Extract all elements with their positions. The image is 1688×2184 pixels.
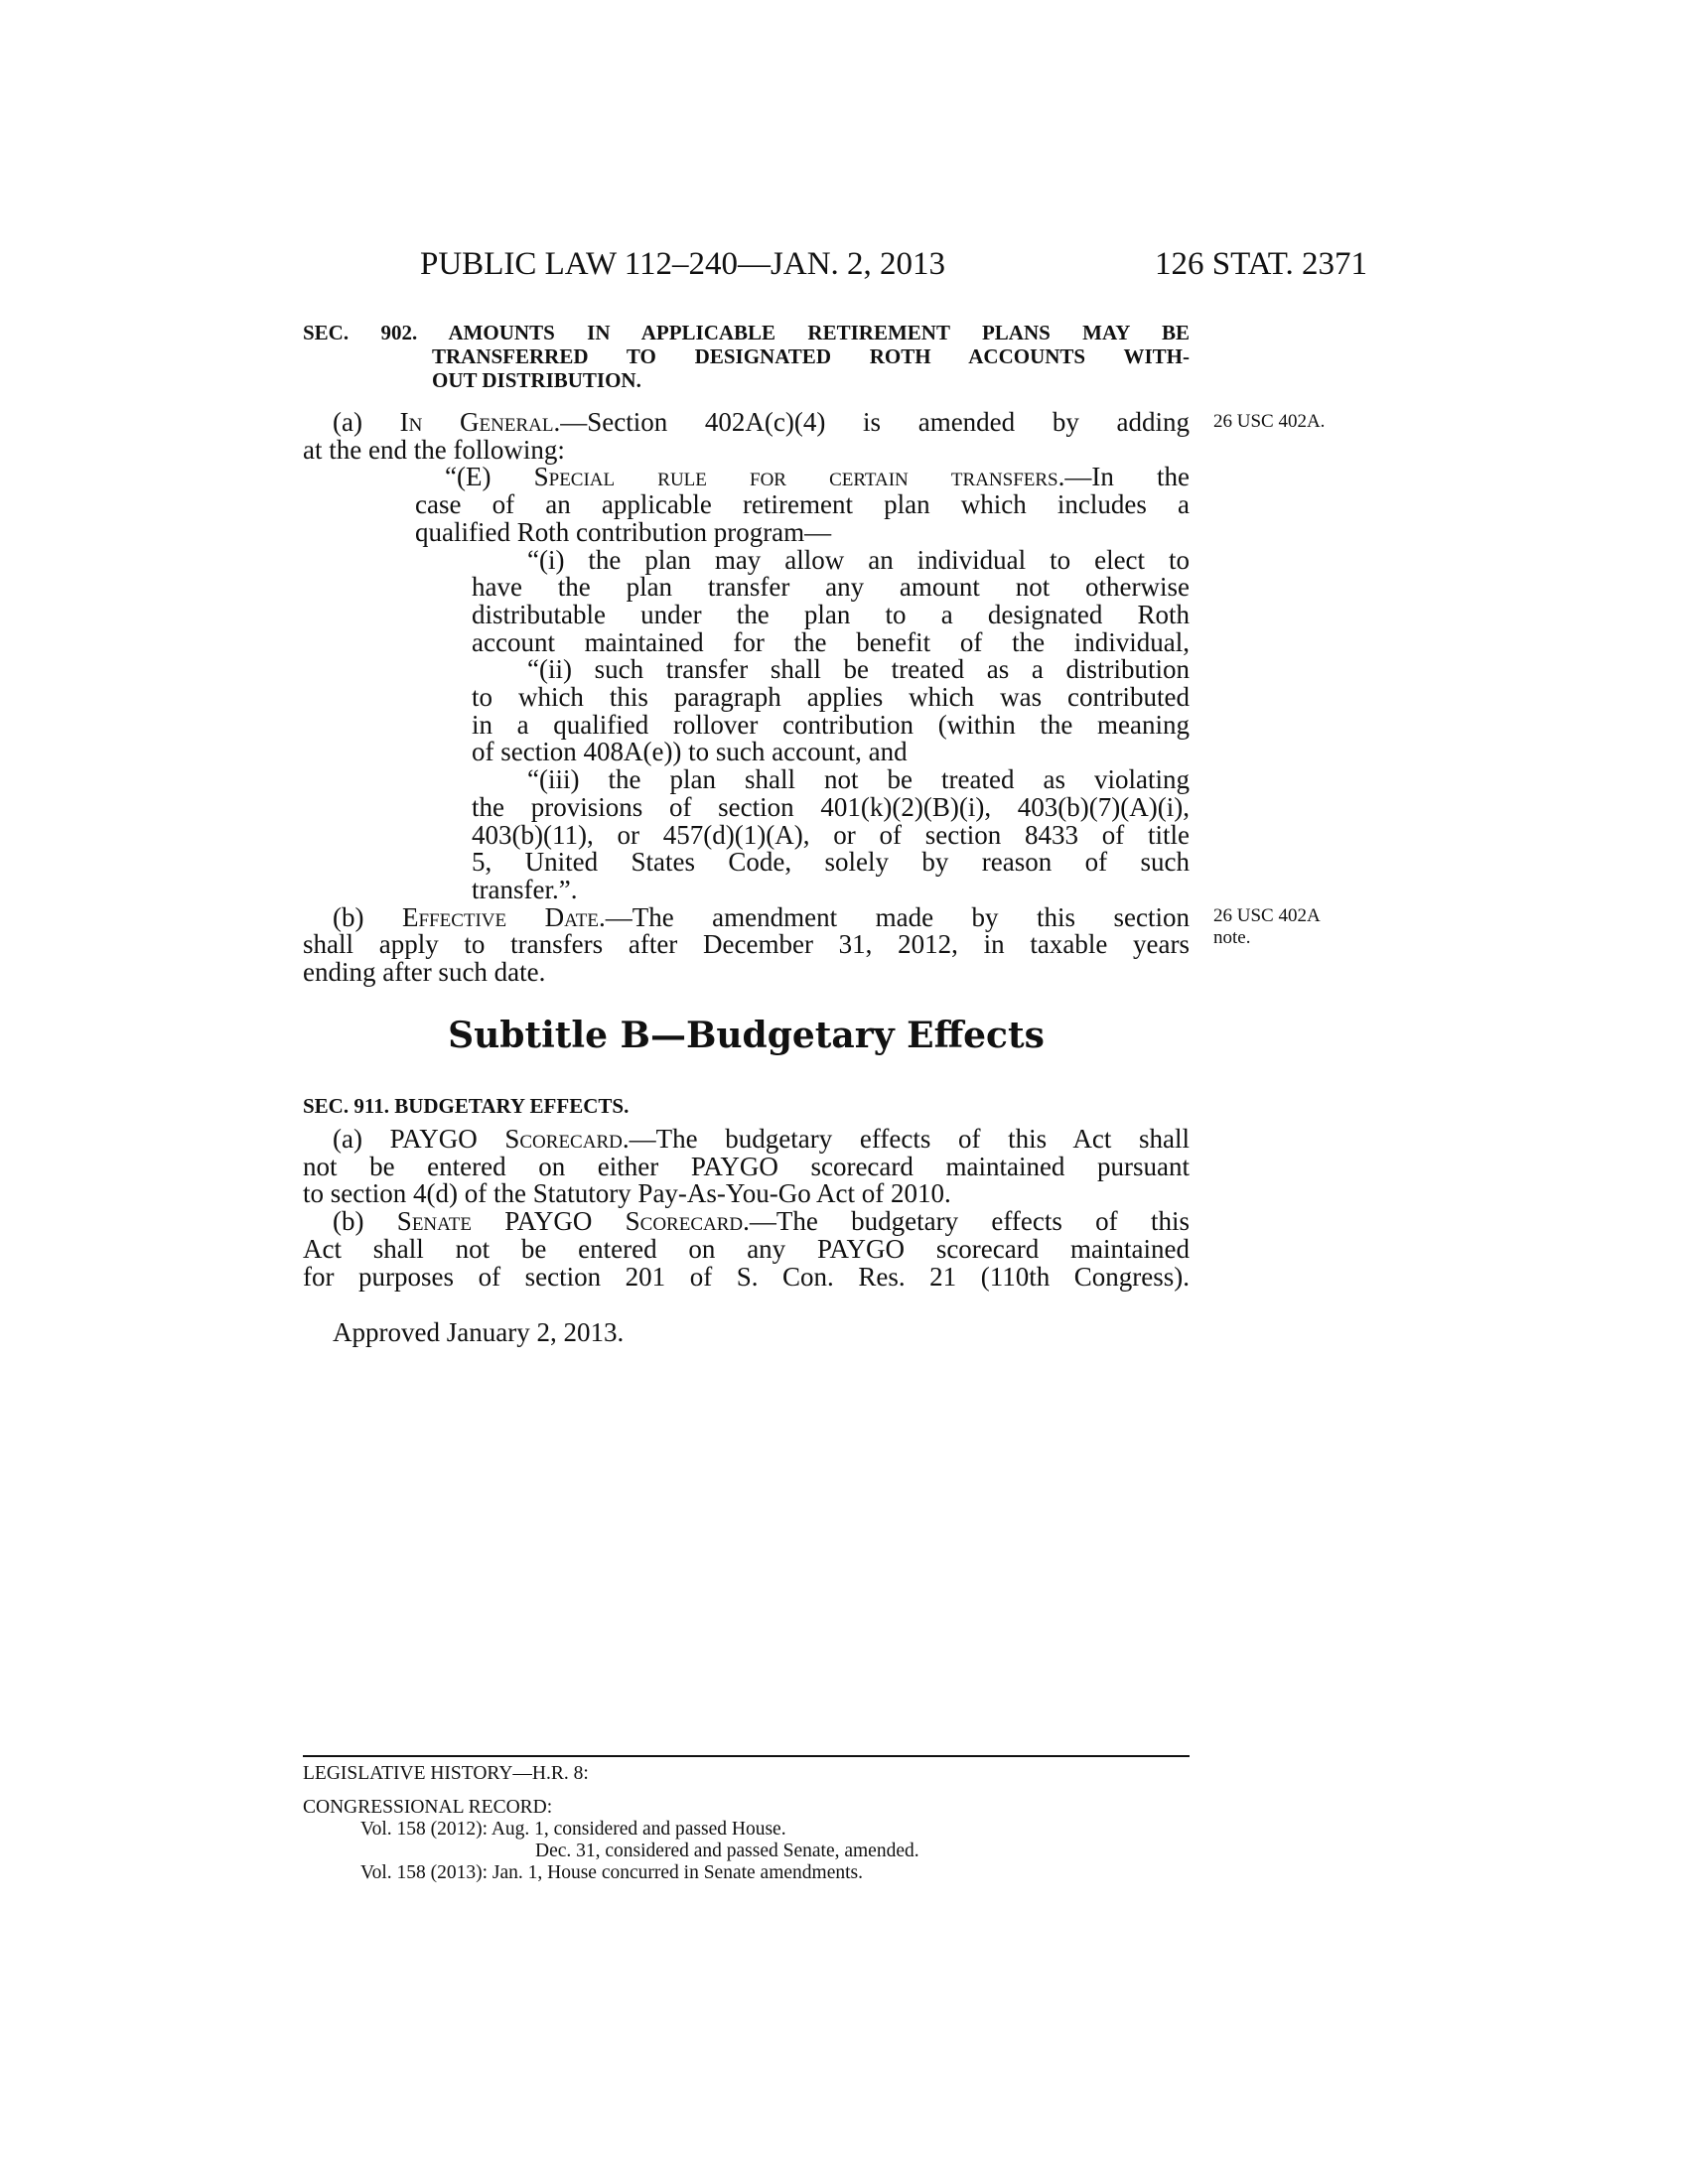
paragraph-e-line: qualified Roth contribution program— [415,516,832,547]
subsection-a-line: (a) In General.—Section 402A(c)(4) is amended by adding [333,407,1190,437]
sec-902-heading-line: SEC. 902. AMOUNTS IN APPLICABLE RETIREMENT PLANS MAY BE [303,321,1190,344]
legislative-history-heading: LEGISLATIVE HISTORY—H.R. 8: [303,1763,589,1784]
clause-i-line: “(i) the plan may allow an individual to elect to [527,544,1190,575]
subsection-b-caption: Effective Date [401,901,599,932]
sec-911-b-line: (b) Senate PAYGO Scorecard.—The budgetary effects of this [333,1206,1190,1237]
sec-911-a-line: (a) PAYGO Scorecard.—The budgetary effects of this Act shall [333,1124,1190,1154]
paragraph-e-line: case of an applicable retirement plan which includes a [415,489,1190,520]
clause-ii-line: “(ii) such transfer shall be treated as a distribution [527,654,1190,685]
history-entry: Vol. 158 (2012): Aug. 1, considered and passed House. [360,1819,786,1840]
sec-911-body [303,1126,1190,1291]
clauses [303,544,1190,904]
clause-i-line: account maintained for the benefit of the individual, [472,626,1190,657]
history-entry: Vol. 158 (2013): Jan. 1, House concurred in Senate amendments. [360,1862,863,1883]
paragraph-e-line: “(E) Special rule for certain transfers.—In the [445,462,1190,492]
clause-i-line: distributable under the plan to a designated Roth [472,599,1190,629]
clause-ii-line: in a qualified rollover contribution (within the meaning [472,709,1190,740]
sec-911-a-line: to section 4(d) of the Statutory Pay-As-You-Go Act of 2010. [303,1178,951,1209]
sec-911-a-line: not be entered on either PAYGO scorecard maintained pursuant [303,1151,1190,1181]
sec-911-b-line: for purposes of section 201 of S. Con. Res. 21 (110th Congress). [303,1261,1190,1292]
sec-902-heading [303,321,1190,392]
clause-i-line: have the plan transfer any amount not otherwise [472,572,1190,603]
subsection-b-line: ending after such date. [303,957,546,988]
history-entry: Dec. 31, considered and passed Senate, amended. [535,1841,919,1861]
sec-911-heading: SEC. 911. BUDGETARY EFFECTS. [303,1094,630,1118]
approval-date: Approved January 2, 2013. [333,1317,625,1347]
sec-902-body [303,409,1190,987]
margin-note-usc-note: 26 USC 402A note. [1213,905,1321,948]
clause-iii-line: 403(b)(11), or 457(d)(1)(A), or of section 8433 of title [472,819,1190,850]
sec-911-b-line: Act shall not be entered on any PAYGO scorecard maintained [303,1233,1190,1264]
clause-ii-line: of section 408A(e)) to such account, and [472,737,908,767]
clause-iii-line: the provisions of section 401(k)(2)(B)(i), 403(b)(7)(A)(i), [472,791,1190,822]
subsection-a-caption: In General [399,407,554,437]
clause-iii-line: 5, United States Code, solely by reason of such [472,847,1190,878]
sec-902-heading-line: TRANSFERRED TO DESIGNATED ROTH ACCOUNTS WITH- [432,344,1190,368]
running-title: PUBLIC LAW 112–240—JAN. 2, 2013 [420,246,946,282]
footnote-divider [303,1755,1190,1757]
margin-note-usc: 26 USC 402A. [1213,411,1326,432]
congressional-record-heading: CONGRESSIONAL RECORD: [303,1797,553,1818]
clause-ii-line: to which this paragraph applies which was contributed [472,682,1190,713]
subtitle-heading: Subtitle B—Budgetary Effects [448,1015,1045,1056]
clause-iii-line: transfer.”. [472,874,578,904]
stat-page-number: 126 STAT. 2371 [1155,246,1368,282]
paragraph-e [303,464,1190,546]
clause-iii-line: “(iii) the plan shall not be treated as violating [527,764,1190,795]
subsection-b-line: shall apply to transfers after December 31, 2012, in taxable years [303,929,1190,960]
subsection-a-line: at the end the following: [303,434,565,465]
paragraph-e-caption: Special rule for certain transfers [533,462,1058,492]
subsection-b-line: (b) Effective Date.—The amendment made by this section [333,901,1191,932]
sec-902-heading-line: OUT DISTRIBUTION. [432,368,641,392]
